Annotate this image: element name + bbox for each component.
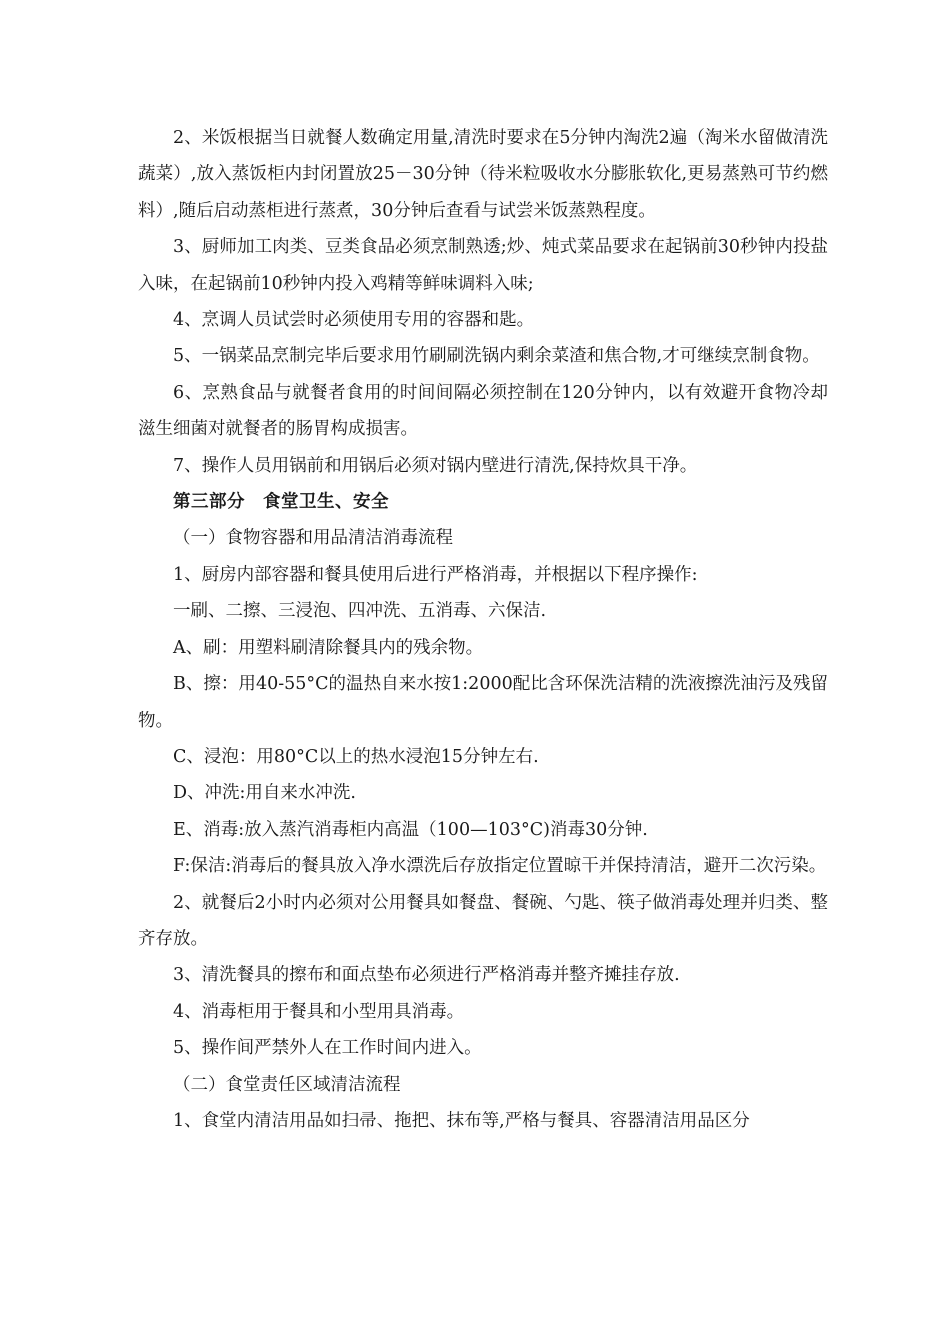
subsection-heading-area-cleaning: （二）食堂责任区域清洁流程 xyxy=(173,1074,401,1095)
list-item-rinse: D、冲洗:用自来水冲洗. xyxy=(173,783,356,804)
paragraph-no-outsiders: 5、操作间严禁外人在工作时间内进入。 xyxy=(173,1038,482,1059)
paragraph-cloth-disinfection: 3、清洗餐具的擦布和面点垫布必须进行严格消毒并整齐摊挂存放. xyxy=(173,965,680,986)
list-item-wipe: B、擦：用40-55°C的温热自来水按1:2000配比含环保洗洁精的洗液擦洗油污及残留物。 xyxy=(138,674,828,731)
paragraph-wok-cleaning: 5、一锅菜品烹制完毕后要求用竹刷刷洗锅内剩余菜渣和焦合物,才可继续烹制食物。 xyxy=(173,346,820,367)
paragraph-procedure-steps: 一刷、二擦、三浸泡、四冲洗、五消毒、六保洁. xyxy=(173,601,547,622)
paragraph-rice-cooking: 2、米饭根据当日就餐人数确定用量,清洗时要求在5分钟内淘洗2遍（淘米水留做清洗蔬菜）,放入蒸饭柜内封闭置放25－30分钟（待米粒吸收水分膨胀软化,更易蒸熟可节约燃料）,随后启动蒸柜进行蒸煮，30分钟后查看与试尝米饭蒸熟程度。 xyxy=(138,128,828,221)
paragraph-meat-cooking: 3、厨师加工肉类、豆类食品必须烹制熟透;炒、炖式菜品要求在起锅前30秒钟内投盐入味，在起锅前10秒钟内投入鸡精等鲜味调料入味; xyxy=(138,237,828,294)
subsection-heading-disinfection: （一）食物容器和用品清洁消毒流程 xyxy=(173,528,453,549)
section-heading: 第三部分 食堂卫生、安全 xyxy=(173,492,389,513)
paragraph-disinfection-cabinet: 4、消毒柜用于餐具和小型用具消毒。 xyxy=(173,1001,465,1022)
paragraph-serving-time: 6、烹熟食品与就餐者食用的时间间隔必须控制在120分钟内，以有效避开食物冷却滋生细菌对就餐者的肠胃构成损害。 xyxy=(138,382,828,440)
paragraph-tasting: 4、烹调人员试尝时必须使用专用的容器和匙。 xyxy=(173,310,535,331)
list-item-brush: A、刷：用塑料刷清除餐具内的残余物。 xyxy=(173,637,484,658)
paragraph-cleaning-tools: 1、食堂内清洁用品如扫帚、拖把、抹布等,严格与餐具、容器清洁用品区分 xyxy=(173,1110,750,1131)
list-item-disinfect: E、消毒:放入蒸汽消毒柜内高温（100—103°C)消毒30分钟. xyxy=(173,819,648,840)
paragraph-wok-wash: 7、操作人员用锅前和用锅后必须对锅内壁进行清洗,保持炊具干净。 xyxy=(173,455,698,476)
document-body xyxy=(138,120,828,1139)
list-item-soak: C、浸泡：用80°C以上的热水浸泡15分钟左右. xyxy=(173,746,539,767)
list-item-keep-clean: F:保洁:消毒后的餐具放入净水漂洗后存放指定位置晾干并保持清洁，避开二次污染。 xyxy=(173,856,827,877)
paragraph-disinfection-intro: 1、厨房内部容器和餐具使用后进行严格消毒，并根据以下程序操作: xyxy=(173,564,698,585)
paragraph-tableware-disinfection: 2、就餐后2小时内必须对公用餐具如餐盘、餐碗、勺匙、筷子做消毒处理并归类、整齐存放。 xyxy=(138,892,828,949)
